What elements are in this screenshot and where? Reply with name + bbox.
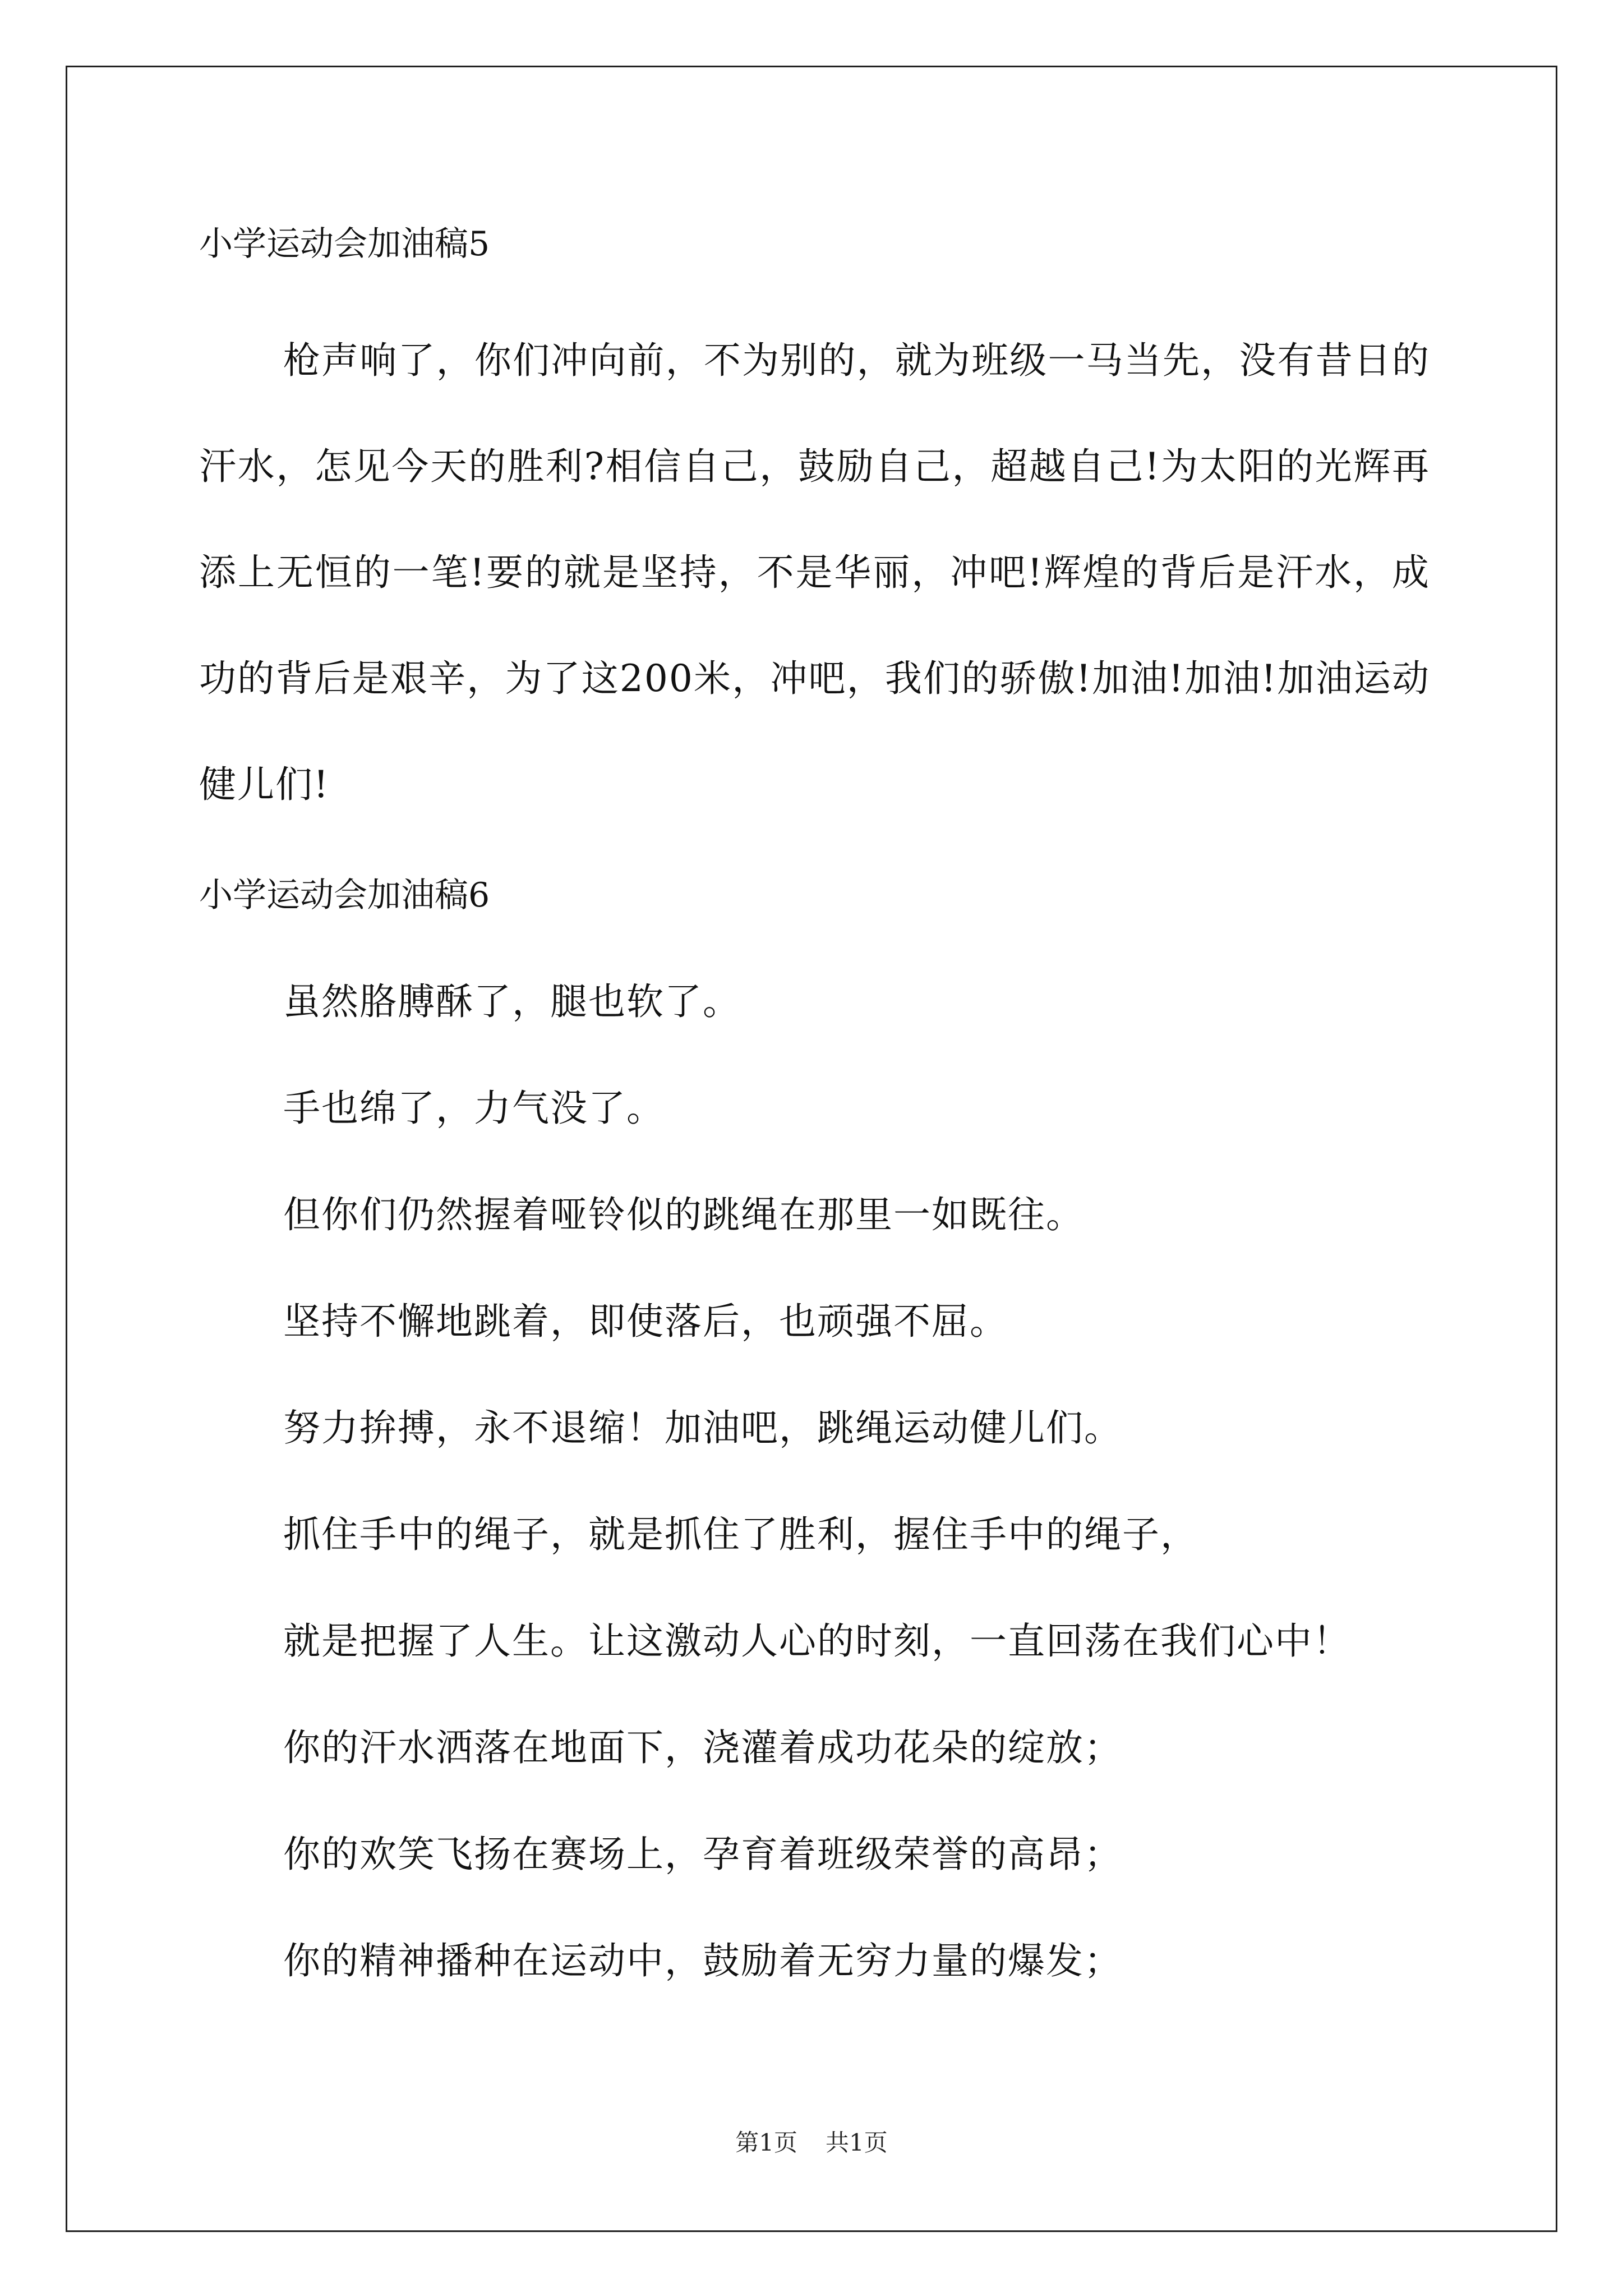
- paragraph: 枪声响了，你们冲向前，不为别的，就为班级一马当先，没有昔日的汗水，怎见今天的胜利?相信自己，鼓励自己，超越自己!为太阳的光辉再添上无恒的一笔!要的就是坚持，不是华丽，冲吧!辉煌的背后是汗水，成功的背后是艰辛，为了这200米，冲吧，我们的骄傲!加油!加油!加油运动健儿们!: [199, 339, 1430, 806]
- verse-line: 就是把握了人生。让这激动人心的时刻，一直回荡在我们心中！: [283, 1619, 1351, 1663]
- verse-line: 你的精神播种在运动中，鼓励着无穷力量的爆发；: [283, 1939, 1122, 1982]
- page-footer: [0, 2129, 1623, 2157]
- verse-line: 手也绵了，力气没了。: [283, 1087, 665, 1130]
- verse-line: 虽然胳膊酥了，腿也软了。: [283, 980, 741, 1023]
- section-heading: 小学运动会加油稿6: [199, 876, 490, 915]
- verse-line: 坚持不懈地跳着，即使落后，也顽强不屈。: [283, 1300, 1008, 1343]
- section-body: [199, 307, 1430, 838]
- page-total: 共1页: [826, 2129, 888, 2156]
- verse-line: 但你们仍然握着哑铃似的跳绳在那里一如既往。: [283, 1193, 1084, 1236]
- section-heading: 小学运动会加油稿5: [199, 224, 490, 264]
- verse-line: 你的汗水洒落在地面下，浇灌着成功花朵的绽放；: [283, 1726, 1122, 1769]
- verse-line: 努力拚搏，永不退缩！加油吧，跳绳运动健儿们。: [283, 1406, 1122, 1450]
- page-number: 第1页: [735, 2129, 797, 2156]
- verse-line: 抓住手中的绳子，就是抓住了胜利，握住手中的绳子，: [283, 1513, 1198, 1556]
- verse-lines: [199, 977, 1430, 1986]
- verse-line: 你的欢笑飞扬在赛场上，孕育着班级荣誉的高昂；: [283, 1833, 1122, 1876]
- document-body: [199, 219, 1430, 2042]
